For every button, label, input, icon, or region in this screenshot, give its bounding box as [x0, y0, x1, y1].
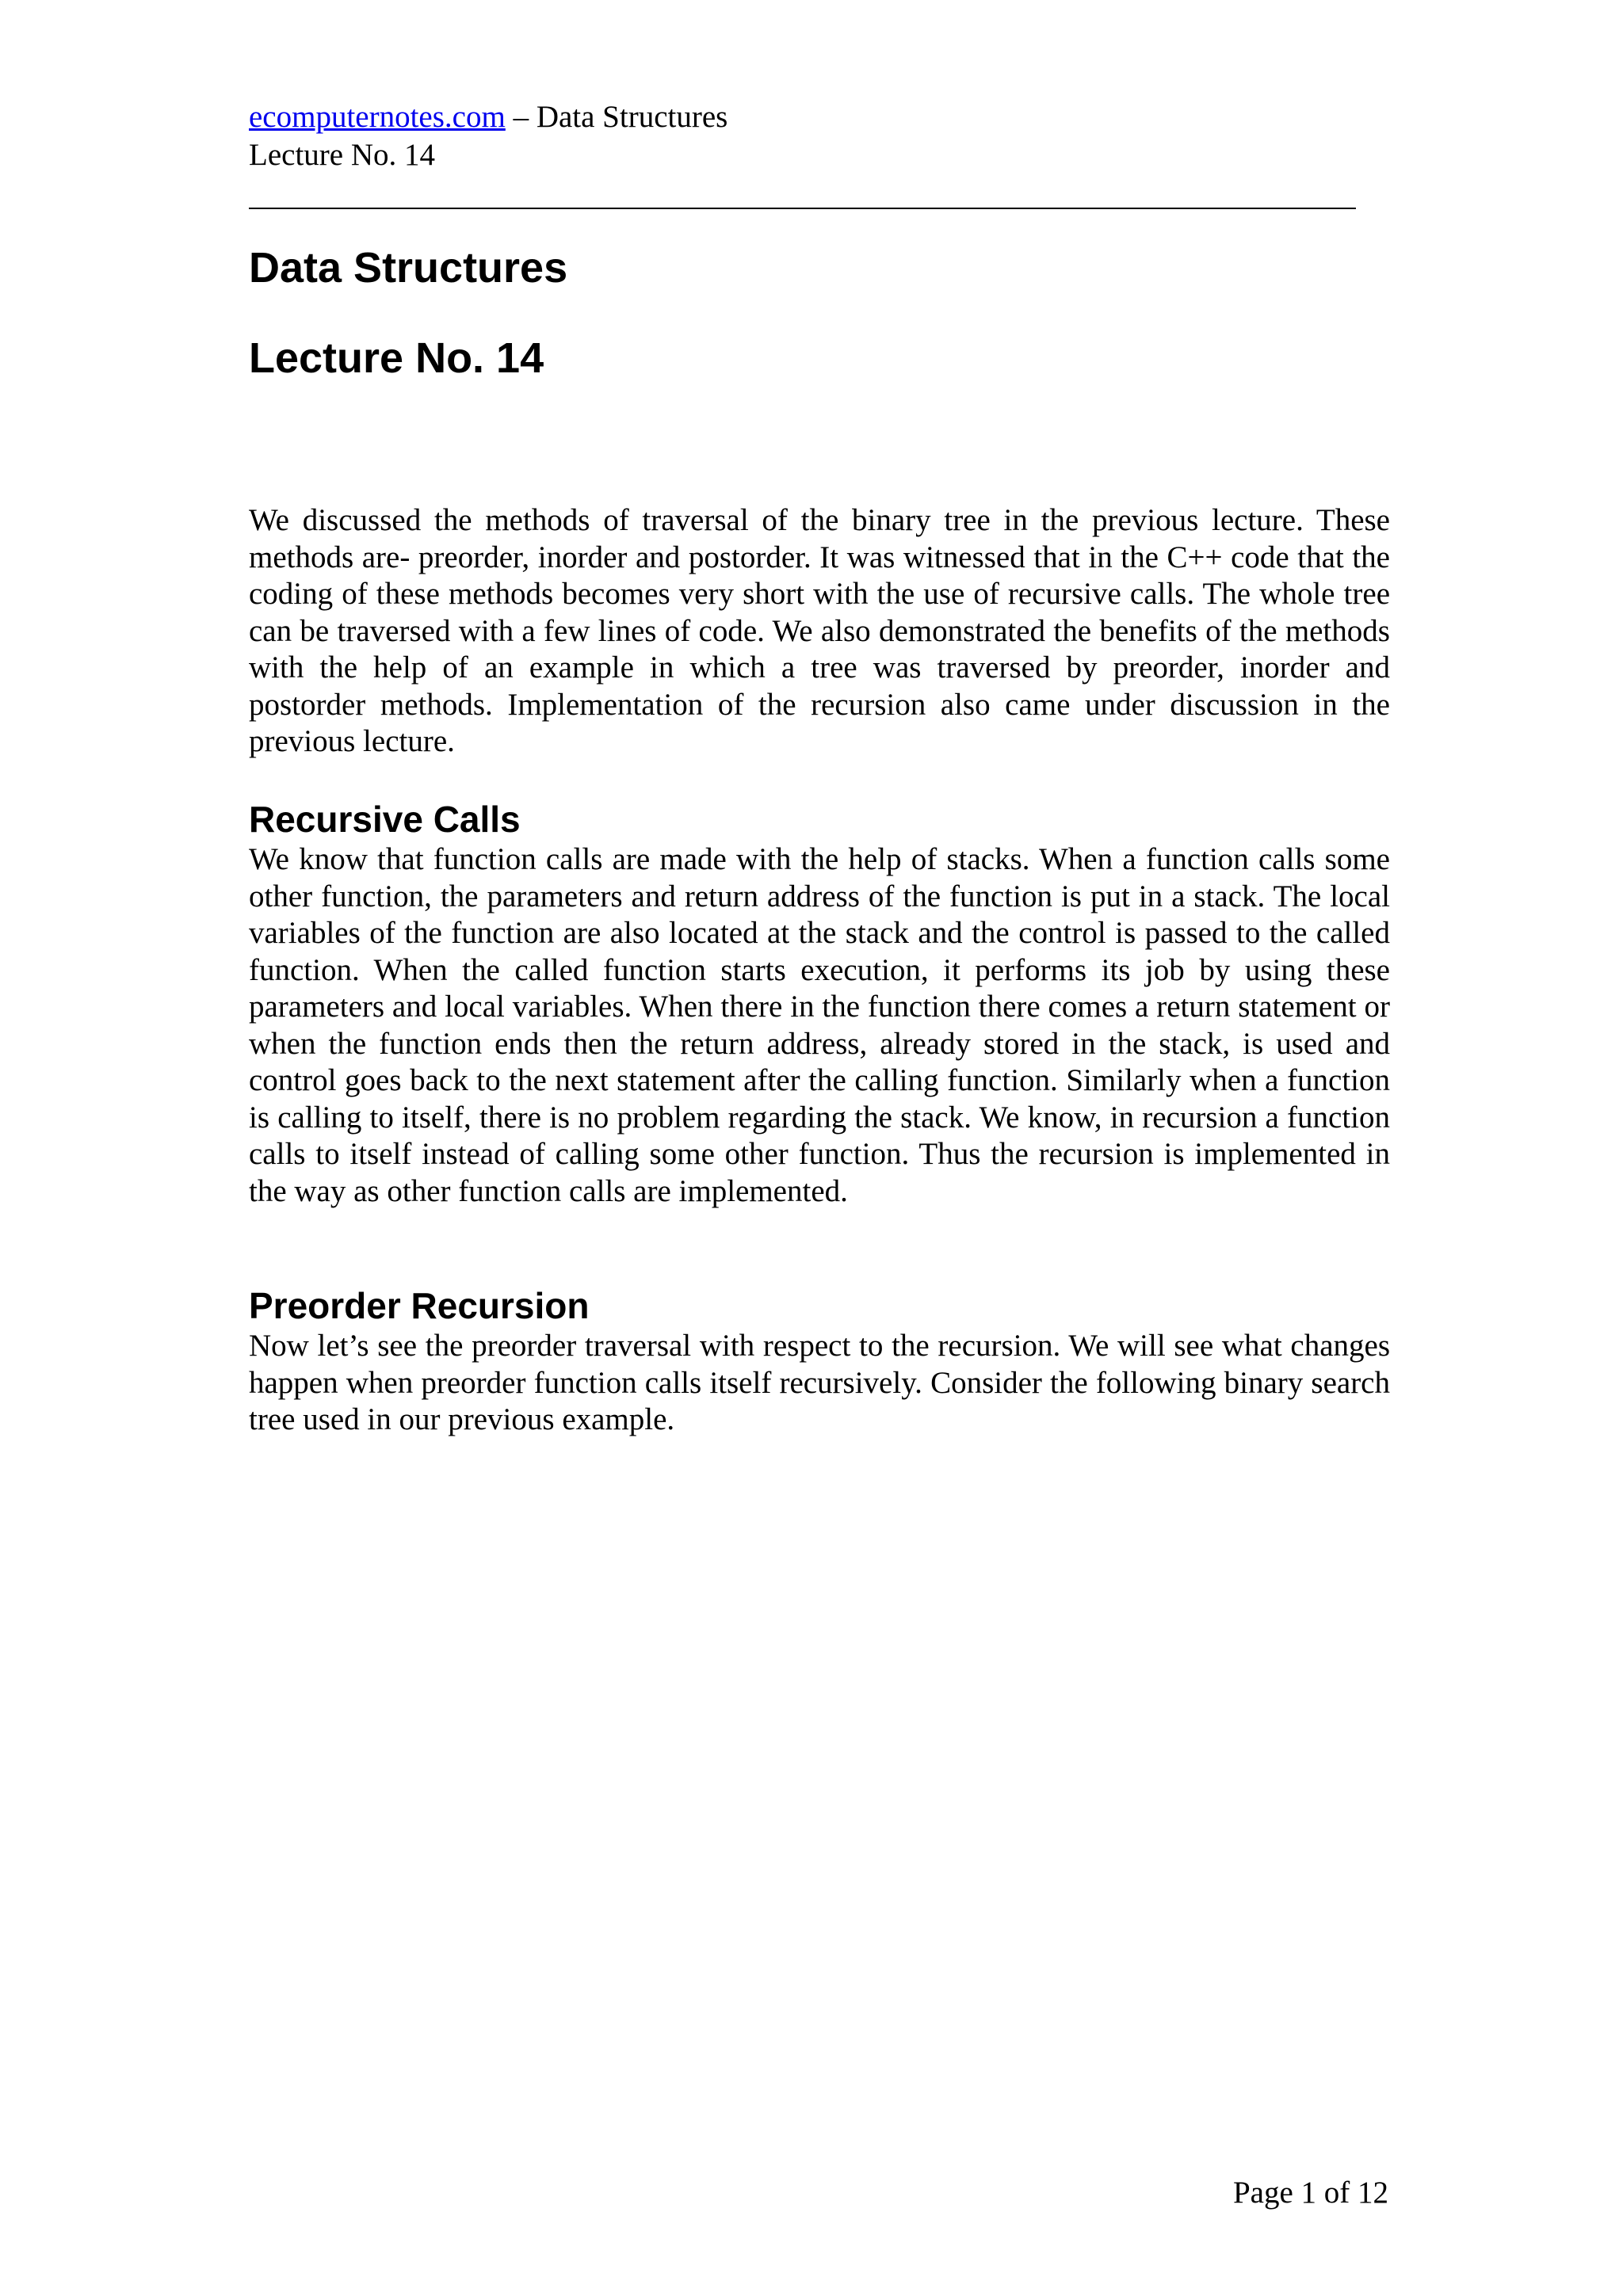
section-paragraph-recursive-calls: We know that function calls are made with the help of stacks. When a function calls some other function, the parameters and return address of the function is put in a stack. The local variables of the function are also located at the stack and the control is passed to the called function. When the called function starts execution, it performs its job by using these parameters and local variables. When there in the function there comes a return statement or when the function ends then the return address, already stored in the stack, is used and control goes back to the next statement after the calling function. Similarly when a function is calling to itself, there is no problem regarding the stack. We know, in recursion a function calls to itself instead of calling some other function. Thus the recursion is implemented in the way as other function calls are implemented. [249, 842, 1390, 1208]
page-number: Page 1 of 12 [1232, 2176, 1388, 2210]
section-heading-recursive-calls: Recursive Calls [249, 799, 521, 840]
intro-paragraph: We discussed the methods of traversal of the binary tree in the previous lecture. These methods are- preorder, inorder and postorder. It was witnessed that in the C++ code that the coding of these methods becomes very short with the use of recursive calls. The whole tree can be traversed with a few lines of code. We also demonstrated the benefits of the methods with the help of an example in which a tree was traversed by preorder, inorder and postorder methods. Implementation of the recursion also came under discussion in the previous lecture. [249, 503, 1390, 758]
section-heading-preorder-recursion: Preorder Recursion [249, 1285, 590, 1326]
page-header [249, 98, 1358, 174]
header-lecture-line: Lecture No. 14 [249, 138, 435, 172]
header-site-line [249, 98, 1358, 136]
header-divider [249, 208, 1356, 209]
document-title: Data Structures [249, 244, 568, 292]
header-site-suffix: – Data Structures [505, 100, 728, 134]
lecture-title: Lecture No. 14 [249, 334, 544, 382]
section-paragraph-preorder-recursion: Now let’s see the preorder traversal with respect to the recursion. We will see what changes happen when preorder function calls itself recursively. Consider the following binary search tree used in our previous example. [249, 1329, 1390, 1436]
site-link[interactable]: ecomputernotes.com [249, 100, 506, 134]
